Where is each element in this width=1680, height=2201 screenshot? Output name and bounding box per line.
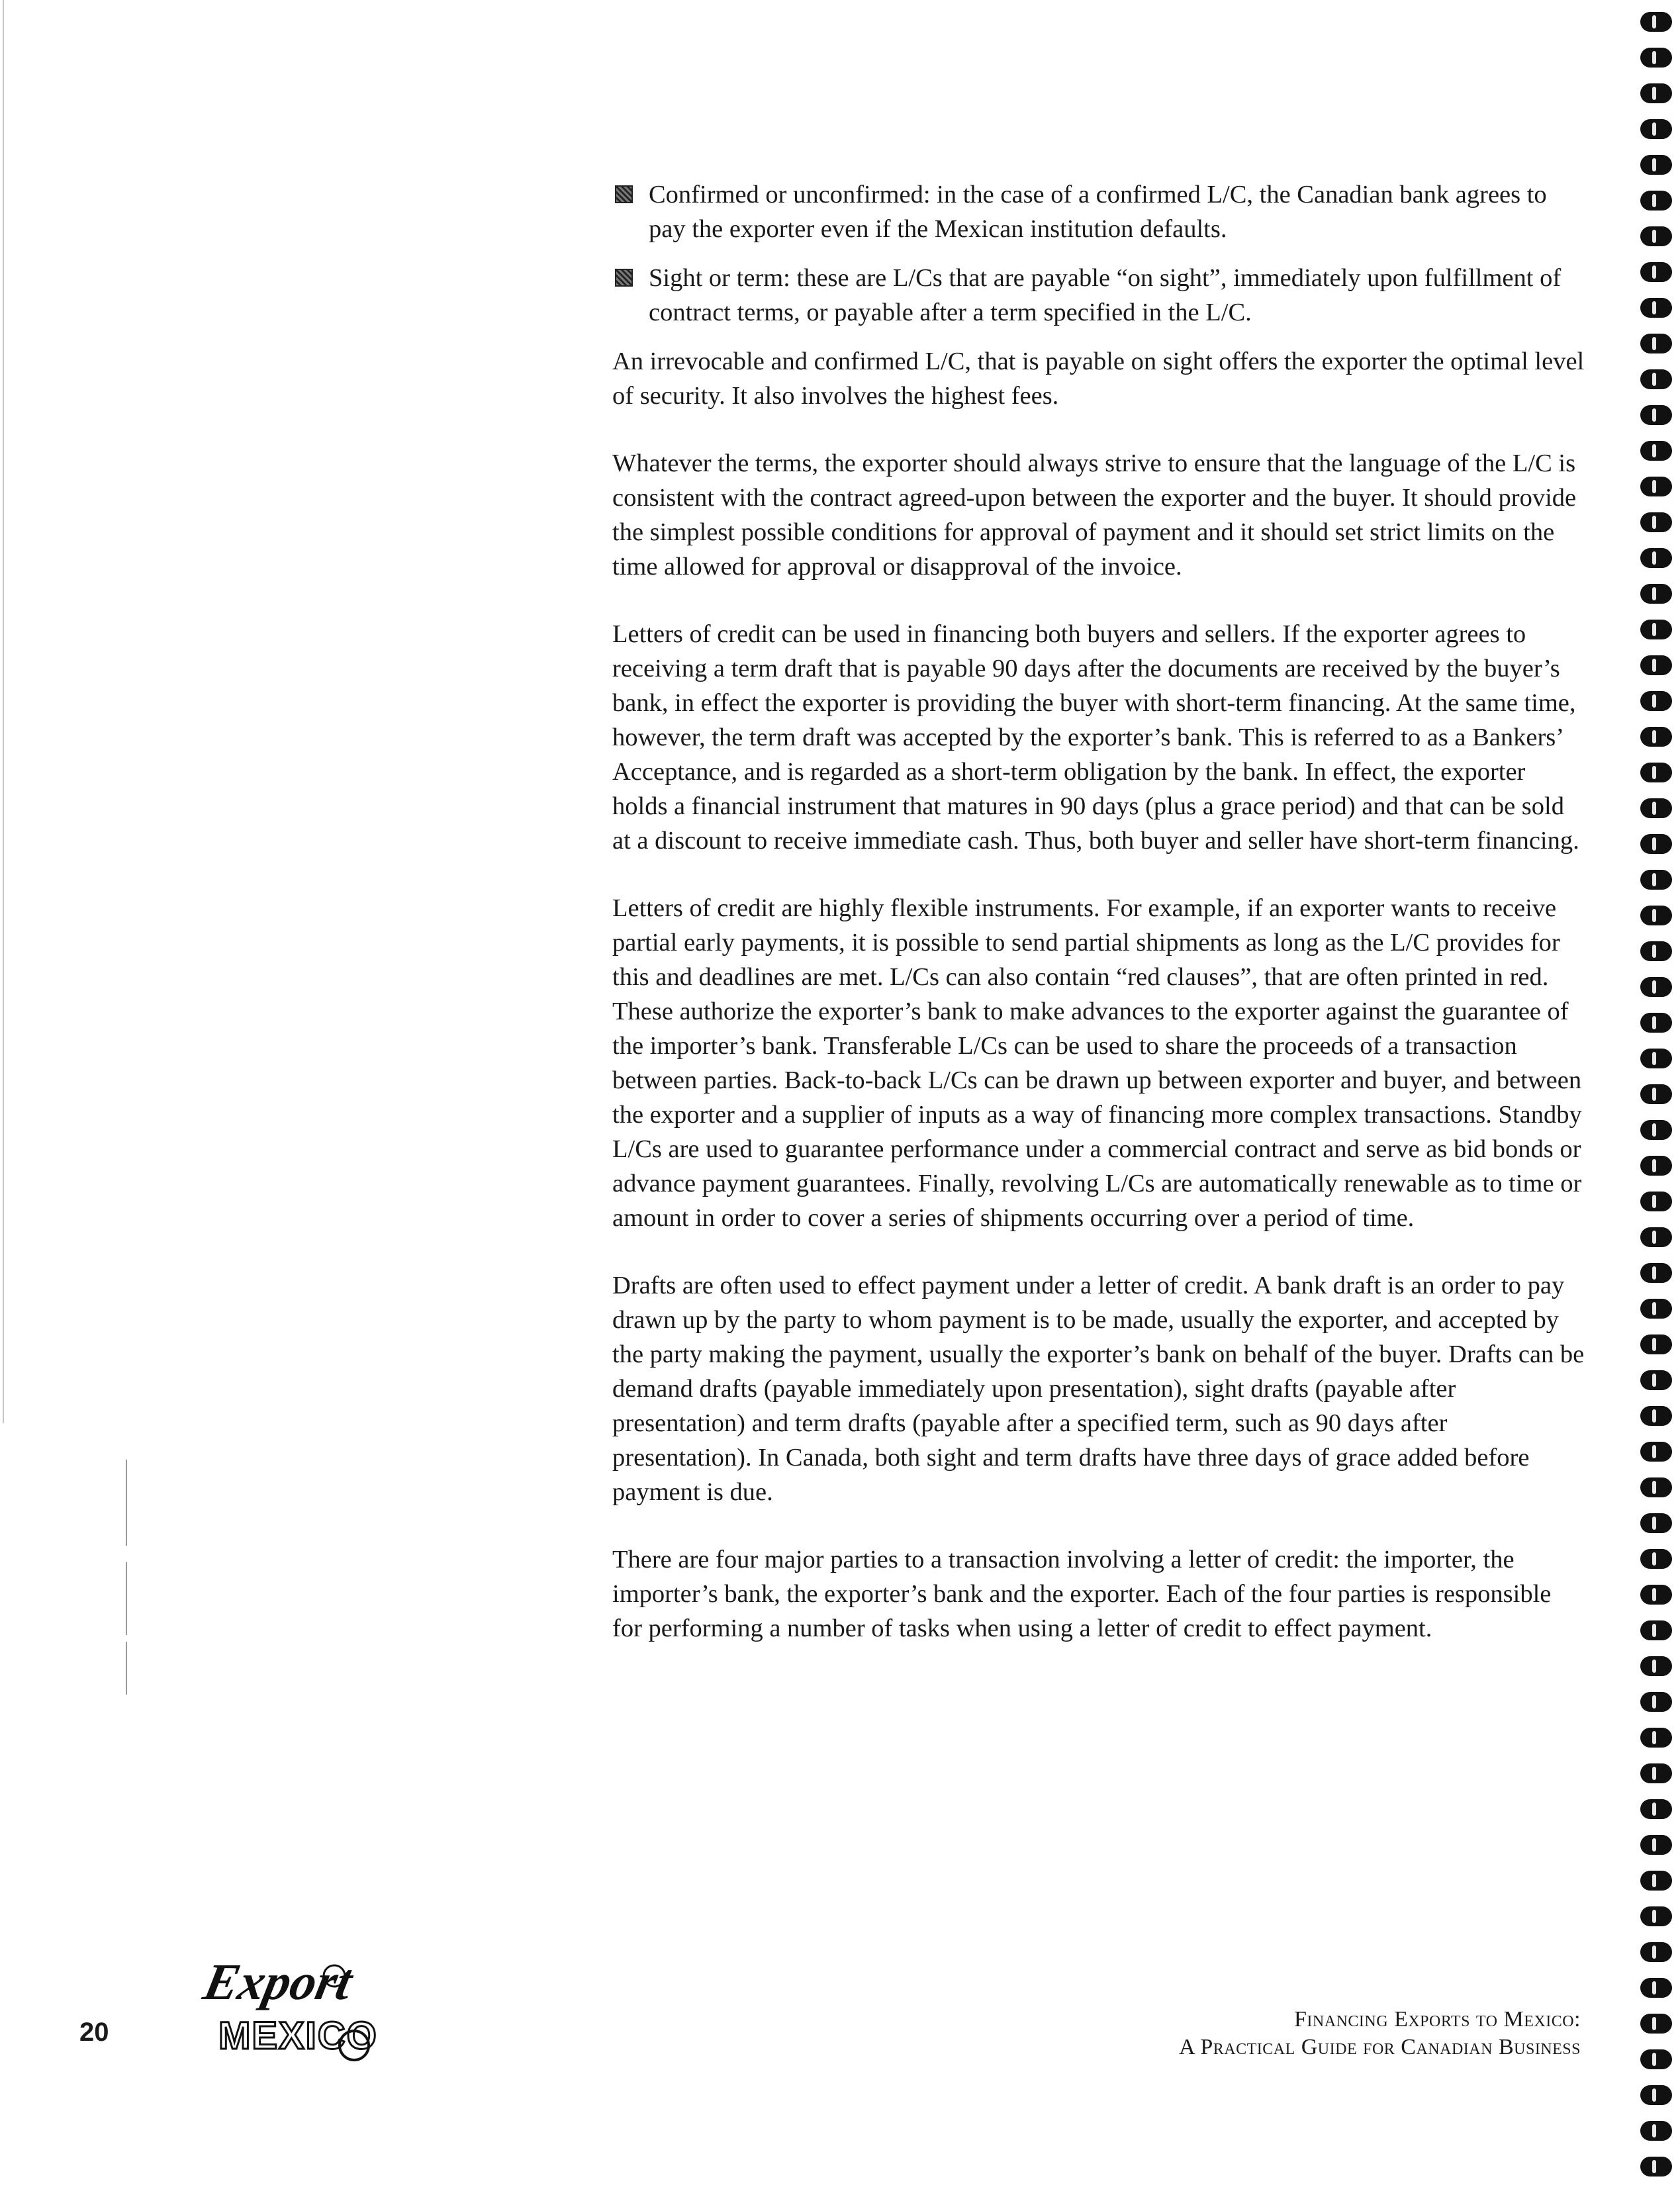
logo-block-text: MEXICO — [218, 2014, 378, 2057]
binding-ring — [1640, 763, 1672, 782]
binding-ring — [1640, 2014, 1672, 2034]
margin-mark — [126, 1460, 127, 1546]
bullet-text: Confirmed or unconfirmed: in the case of a confirmed L/C, the Canadian bank agrees to pay the exporter even if the Mexican institution defaults. — [649, 181, 1547, 243]
bullet-square-icon — [615, 185, 633, 203]
export-mexico-logo — [199, 1949, 397, 2069]
binding-ring — [1640, 1406, 1672, 1426]
binding-ring — [1640, 870, 1672, 890]
footer-title-line2: A Practical Guide for Canadian Business — [1179, 2035, 1581, 2059]
binding-ring — [1640, 334, 1672, 353]
binding-ring — [1640, 977, 1672, 997]
binding-ring — [1640, 155, 1672, 175]
paragraph: Whatever the terms, the exporter should always strive to ensure that the language of the L/C is consistent with the contract agreed-upon between the exporter and the buyer. It should provide the simplest possible conditions for approval of payment and it should set strict limits on the time allowed for approval or disapproval of the invoice. — [612, 449, 1577, 581]
binding-ring — [1640, 441, 1672, 461]
binding-ring — [1640, 1156, 1672, 1176]
binding-ring — [1640, 1084, 1672, 1104]
binding-ring — [1640, 1620, 1672, 1640]
paragraph: There are four major parties to a transaction involving a letter of credit: the importer, the importer’s bank, the exporter’s bank and the exporter. Each of the four parties is responsible for performing a number of tasks when using a letter of credit to effect payment. — [612, 1546, 1552, 1642]
binding-ring — [1640, 1871, 1672, 1891]
binding-ring — [1640, 1513, 1672, 1533]
bullet-item — [612, 177, 1585, 246]
binding-ring — [1640, 1978, 1672, 1998]
binding-ring — [1640, 405, 1672, 425]
paragraph: Letters of credit are highly flexible instruments. For example, if an exporter wants to receive partial early payments, it is possible to send partial shipments as long as the L/C provides for this and deadlines are met. L/Cs can also contain “red clauses”, that are often printed in red. These authorize the exporter’s bank to make advances to the exporter against the guarantee of the importer’s bank. Transferable L/Cs can be used to share the proceeds of a transaction between parties. Back-to-back L/Cs can be drawn up between exporter and buyer, and between the exporter and a supplier of inputs as a way of financing more complex transactions. Standby L/Cs are used to guarantee performance under a commercial contract and serve as bid bonds or advance payment guarantees. Finally, revolving L/Cs are automatically renewable as to time or amount in order to cover a series of shipments occurring over a period of time. — [612, 894, 1582, 1232]
binding-ring — [1640, 1120, 1672, 1140]
body-text — [612, 177, 1585, 1679]
spiral-binding — [1635, 0, 1680, 2201]
binding-ring — [1640, 2085, 1672, 2105]
binding-ring — [1640, 727, 1672, 747]
bullet-text: Sight or term: these are L/Cs that are payable “on sight”, immediately upon fulfillment of contract terms, or payable after a term specified in the L/C. — [649, 264, 1562, 326]
binding-ring — [1640, 83, 1672, 103]
margin-mark — [126, 1562, 127, 1635]
binding-ring — [1640, 1942, 1672, 1962]
binding-ring — [1640, 191, 1672, 211]
logo-mark — [199, 1954, 378, 2060]
binding-ring — [1640, 548, 1672, 568]
binding-ring — [1640, 941, 1672, 961]
binding-ring — [1640, 1335, 1672, 1354]
binding-ring — [1640, 48, 1672, 68]
binding-ring — [1640, 2121, 1672, 2141]
binding-ring — [1640, 226, 1672, 246]
binding-ring — [1640, 1692, 1672, 1712]
binding-ring — [1640, 1585, 1672, 1605]
binding-ring — [1640, 1477, 1672, 1497]
paragraph: Letters of credit can be used in financing both buyers and sellers. If the exporter agrees to receiving a term draft that is payable 90 days after the documents are received by the buyer’s bank, in effect the exporter is providing the buyer with short-term financing. At the same time, however, the term draft was accepted by the exporter’s bank. This is referred to as a Bankers’ Acceptance, and is regarded as a short-term obligation by the bank. In effect, the exporter holds a financial instrument that matures in 90 days (plus a grace period) and that can be sold at a discount to receive immediate cash. Thus, both buyer and seller have short-term financing. — [612, 620, 1579, 855]
binding-ring — [1640, 1299, 1672, 1319]
binding-ring — [1640, 1906, 1672, 1926]
binding-ring — [1640, 119, 1672, 139]
binding-ring — [1640, 1263, 1672, 1283]
paragraph: Drafts are often used to effect payment under a letter of credit. A bank draft is an order to pay drawn up by the party to whom payment is to be made, usually the exporter, and accepted by the party making the payment, usually the exporter’s bank on behalf of the buyer. Drafts can be demand drafts (payable immediately upon presentation), sight drafts (payable after presentation) and term drafts (payable after a specified term, such as 90 days after presentation). In Canada, both sight and term drafts have three days of grace added before payment is due. — [612, 1272, 1585, 1506]
logo-script-text: Export — [199, 1953, 357, 2011]
binding-ring — [1640, 1763, 1672, 1783]
binding-ring — [1640, 1370, 1672, 1390]
binding-ring — [1640, 1442, 1672, 1462]
binding-ring — [1640, 298, 1672, 318]
scan-edge-line — [3, 0, 4, 1423]
binding-ring — [1640, 262, 1672, 282]
binding-ring — [1640, 1192, 1672, 1211]
page-number: 20 — [79, 2018, 109, 2047]
binding-ring — [1640, 512, 1672, 532]
binding-ring — [1640, 1013, 1672, 1033]
bullet-item — [612, 261, 1585, 330]
binding-ring — [1640, 12, 1672, 32]
footer-title — [1179, 2006, 1581, 2061]
binding-ring — [1640, 1835, 1672, 1855]
paragraph: An irrevocable and confirmed L/C, that is payable on sight offers the exporter the optimal level of security. It also involves the highest fees. — [612, 348, 1585, 410]
binding-ring — [1640, 2049, 1672, 2069]
binding-ring — [1640, 584, 1672, 604]
binding-ring — [1640, 2157, 1672, 2177]
binding-ring — [1640, 369, 1672, 389]
binding-ring — [1640, 1799, 1672, 1819]
binding-ring — [1640, 1049, 1672, 1068]
binding-ring — [1640, 1656, 1672, 1676]
margin-mark — [126, 1642, 127, 1695]
binding-ring — [1640, 477, 1672, 496]
binding-ring — [1640, 798, 1672, 818]
binding-ring — [1640, 655, 1672, 675]
binding-ring — [1640, 691, 1672, 711]
binding-ring — [1640, 620, 1672, 639]
binding-ring — [1640, 906, 1672, 925]
binding-ring — [1640, 834, 1672, 854]
binding-ring — [1640, 1227, 1672, 1247]
footer-title-line1: Financing Exports to Mexico: — [1294, 2007, 1581, 2032]
bullet-square-icon — [615, 269, 633, 287]
binding-ring — [1640, 1728, 1672, 1748]
binding-ring — [1640, 1549, 1672, 1569]
